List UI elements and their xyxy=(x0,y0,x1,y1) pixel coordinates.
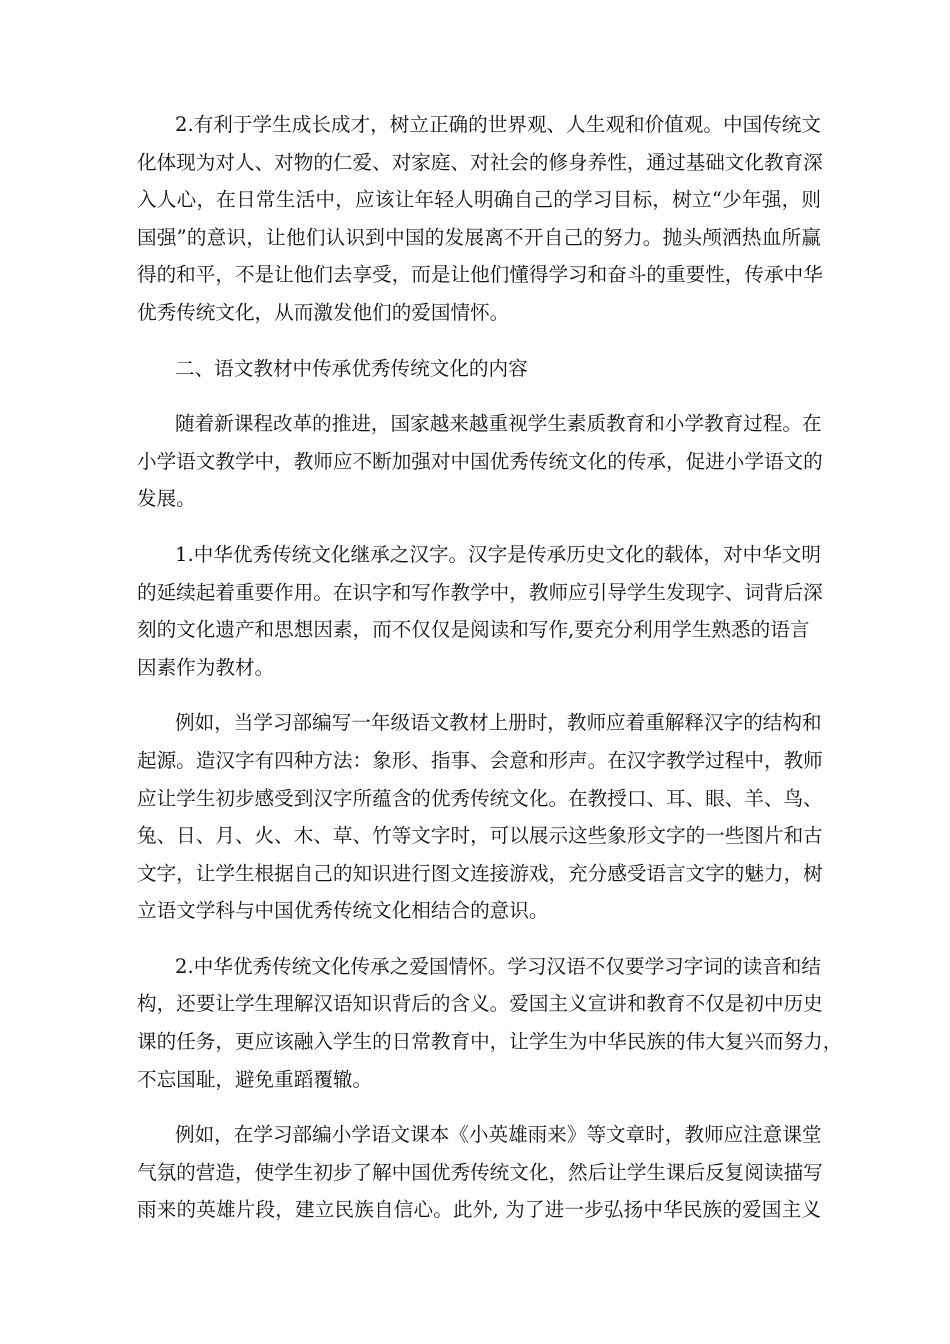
text-line: 例如，当学习部编写一年级语文教材上册时，教师应着重解释汉字的结构和 xyxy=(175,711,822,735)
paragraph-curriculum-reform xyxy=(137,405,821,518)
text-line: 发展。 xyxy=(137,487,196,511)
text-line: 二、语文教材中传承优秀传统文化的内容 xyxy=(175,356,528,380)
document-page xyxy=(137,106,843,1247)
paragraph-patriotism xyxy=(137,948,843,1098)
text-line: 1.中华优秀传统文化继承之汉字。汉字是传承历史文化的载体，对中华文明 xyxy=(175,542,821,566)
section-heading xyxy=(137,350,821,388)
text-line: 雨来的英雄片段，建立民族自信心。此外, 为了进一步弘扬中华民族的爱国主义 xyxy=(137,1198,821,1222)
text-line: 随着新课程改革的推进，国家越来越重视学生素质教育和小学教育过程。在 xyxy=(175,412,822,436)
text-line: 入人心，在日常生活中，应该让年轻人明确自己的学习目标，树立“少年强，则 xyxy=(137,188,821,212)
text-line: 构，还要让学生理解汉语知识背后的含义。爱国主义宣讲和教育不仅是初中历史 xyxy=(137,992,823,1016)
text-line: 文字，让学生根据自己的知识进行图文连接游戏，充分感受语言文字的魅力，树 xyxy=(137,861,823,885)
text-line: 应让学生初步感受到汉字所蕴含的优秀传统文化。在教授口、耳、眼、羊、鸟、 xyxy=(137,786,823,810)
text-line: 化体现为对人、对物的仁爱、对家庭、对社会的修身养性，通过基础文化教育深 xyxy=(137,150,823,174)
text-line: 小学语文教学中，教师应不断加强对中国优秀传统文化的传承，促进小学语文的 xyxy=(137,449,823,473)
text-line: 例如，在学习部编小学语文课本《小英雄雨来》等文章时，教师应注意课堂 xyxy=(175,1123,822,1147)
text-line: 立语文学科与中国优秀传统文化相结合的意识。 xyxy=(137,899,549,923)
text-line: 起源。造汉字有四种方法：象形、指事、会意和形声。在汉字教学过程中，教师 xyxy=(137,748,823,772)
paragraph-example-yulai xyxy=(137,1116,821,1229)
text-line: 优秀传统文化，从而激发他们的爱国情怀。 xyxy=(137,300,510,324)
text-line: 国强”的意识，让他们认识到中国的发展离不开自己的努力。抛头颅洒热血所赢 xyxy=(137,225,821,249)
text-line: 因素作为教材。 xyxy=(137,655,275,679)
paragraph-example-characters xyxy=(137,704,821,930)
text-line: 兔、日、月、火、木、草、竹等文字时，可以展示这些象形文字的一些图片和古 xyxy=(137,824,823,848)
text-line: 刻的文化遗产和思想因素，而不仅仅是阅读和写作,要充分利用学生熟悉的语言 xyxy=(137,618,810,642)
text-line: 气氛的营造，使学生初步了解中国优秀传统文化，然后让学生课后反复阅读描写 xyxy=(137,1160,823,1184)
text-line: 2.有利于学生成长成才，树立正确的世界观、人生观和价值观。中国传统文 xyxy=(175,113,821,136)
text-line: 的延续起着重要作用。在识字和写作教学中，教师应引导学生发现字、词背后深 xyxy=(137,580,823,604)
paragraph-benefit-growth xyxy=(137,106,821,332)
text-line: 课的任务，更应该融入学生的日常教育中，让学生为中华民族的伟大复兴而努力， xyxy=(137,1030,843,1054)
text-line: 得的和平，不是让他们去享受，而是让他们懂得学习和奋斗的重要性，传承中华 xyxy=(137,263,823,287)
text-line: 2.中华优秀传统文化传承之爱国情怀。学习汉语不仅要学习字词的读音和结 xyxy=(175,954,821,978)
text-line: 不忘国耻，避免重蹈覆辙。 xyxy=(137,1067,373,1091)
paragraph-chinese-characters xyxy=(137,536,821,686)
